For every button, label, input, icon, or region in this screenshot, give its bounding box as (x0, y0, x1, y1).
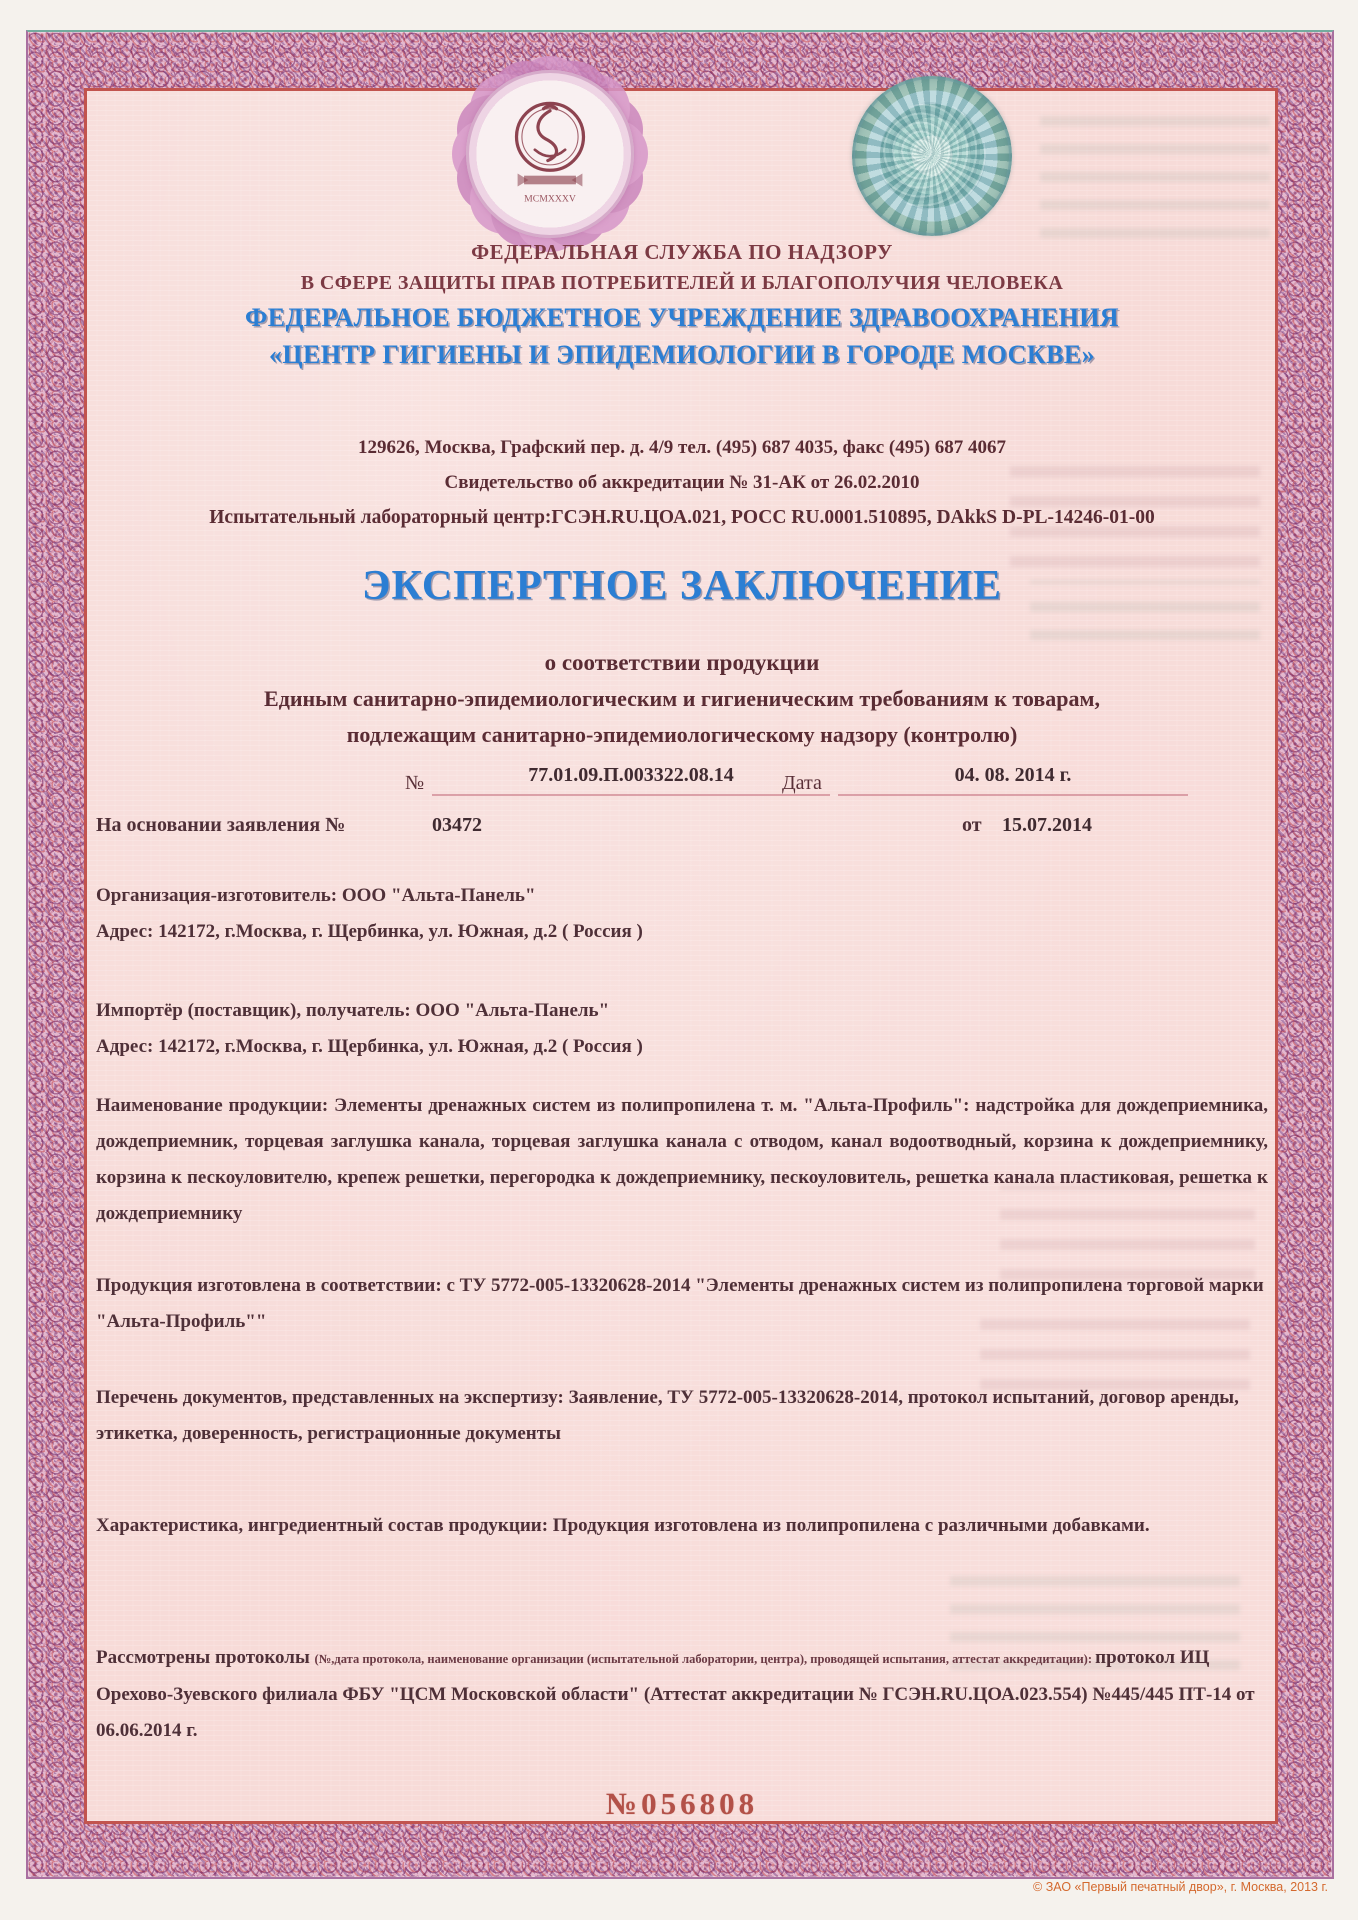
institution-line1: ФЕДЕРАЛЬНОЕ БЮДЖЕТНОЕ УЧРЕЖДЕНИЕ ЗДРАВООХРАНЕНИЯ (245, 303, 1119, 332)
institution-line2: «ЦЕНТР ГИГИЕНЫ И ЭПИДЕМИОЛОГИИ В ГОРОДЕ МОСКВЕ» (269, 340, 1095, 369)
document-title: ЭКСПЕРТНОЕ ЗАКЛЮЧЕНИЕ (361, 563, 1003, 609)
certificate-serial-number: №056808 (605, 1786, 759, 1821)
federal-service-line2: В СФЕРЕ ЗАЩИТЫ ПРАВ ПОТРЕБИТЕЛЕЙ И БЛАГОПОЛУЧИЯ ЧЕЛОВЕКА (300, 272, 1064, 294)
accreditation-certificate: Свидетельство об аккредитации № 31-АК от 26.02.2010 (444, 472, 920, 493)
manufacturer-address-line: Адрес: 142172, г.Москва, г. Щербинка, ул. Южная, д.2 ( Россия ) (96, 921, 643, 942)
print-house-credit: © ЗАО «Первый печатный двор», г. Москва, 2013 г. (1033, 1880, 1328, 1894)
product-name-paragraph: Наименование продукции: Элементы дренажных систем из полипропилена т. м. "Альта-Профиль": надстройка для дождеприемника, дождеприемник, торцевая заглушка канала, торцевая заглушка канала с отводом, канал водоотводный, корзина к дождеприемнику, корзина к пескоуловителю, крепеж решетки, перегородка к дождеприемнику, пескоуловитель, решетка канала пластиковая, решетка к дождеприемнику (96, 1095, 1268, 1224)
application-value: 03472 (432, 814, 482, 836)
date-value: 04. 08. 2014 г. (838, 764, 1188, 796)
protocols-paragraph (96, 1640, 1268, 1749)
institution-address: 129626, Москва, Графский пер. д. 4/9 тел. (495) 687 4035, факс (495) 687 4067 (357, 437, 1007, 458)
application-label: На основании заявления № (96, 814, 346, 836)
medical-snake-emblem-icon (496, 88, 604, 223)
protocols-intro: Рассмотрены протоколы (96, 1647, 315, 1668)
documents-paragraph: Перечень документов, представленных на экспертизу: Заявление, ТУ 5772-005-13320628-2014, протокол испытаний, договор аренды, этикетка, доверенность, регистрационные документы (96, 1387, 1239, 1444)
subtitle-line1: о соответствии продукции (544, 650, 820, 675)
protocols-note: (№,дата протокола, наименование организации (испытательной лаборатории, центра), проводящей испытания, аттестат аккредитации): (314, 1652, 1096, 1666)
holographic-seal (852, 76, 1012, 236)
subtitle-line3: подлежащим санитарно-эпидемиологическому надзору (контролю) (346, 722, 1018, 747)
manufacturer-line: Организация-изготовитель: ООО "Альта-Панель" (96, 885, 536, 906)
number-label: № (405, 772, 425, 794)
seal-caption: MCMXXXV (524, 193, 576, 205)
characteristics-paragraph: Характеристика, ингредиентный состав продукции: Продукция изготовлена из полипропилена с различными добавками. (96, 1515, 1150, 1536)
conformity-paragraph: Продукция изготовлена в соответствии: с ТУ 5772-005-13320628-2014 "Элементы дренажных систем из полипропилена торговой марки "Альта-Профиль"" (96, 1275, 1264, 1332)
number-value: 77.01.09.П.003322.08.14 (432, 764, 830, 796)
date-label: Дата (782, 772, 822, 794)
importer-line: Импортёр (поставщик), получатель: ООО "Альта-Панель" (96, 1000, 610, 1021)
from-value: 15.07.2014 (1002, 814, 1092, 836)
importer-address-line: Адрес: 142172, г.Москва, г. Щербинка, ул. Южная, д.2 ( Россия ) (96, 1036, 643, 1057)
protocols-text: протокол ИЦ Орехово-Зуевского филиала ФБУ "ЦСМ Московской области" (Аттестат аккредитации № ГСЭН.RU.ЦОА.023.554) №445/445 ПТ-14 от 06.06.2014 г. (96, 1647, 1255, 1741)
subtitle-line2: Единым санитарно-эпидемиологическим и гигиеническим требованиям к товарам, (264, 686, 1100, 711)
federal-service-line1: ФЕДЕРАЛЬНАЯ СЛУЖБА ПО НАДЗОРУ (471, 240, 893, 264)
laboratory-center: Испытательный лабораторный центр:ГСЭН.RU.ЦОА.021, РОСС RU.0001.510895, DAkkS D-PL-14246-01-00 (209, 507, 1155, 528)
from-label: от (962, 814, 982, 836)
hygiene-center-seal (452, 56, 648, 252)
